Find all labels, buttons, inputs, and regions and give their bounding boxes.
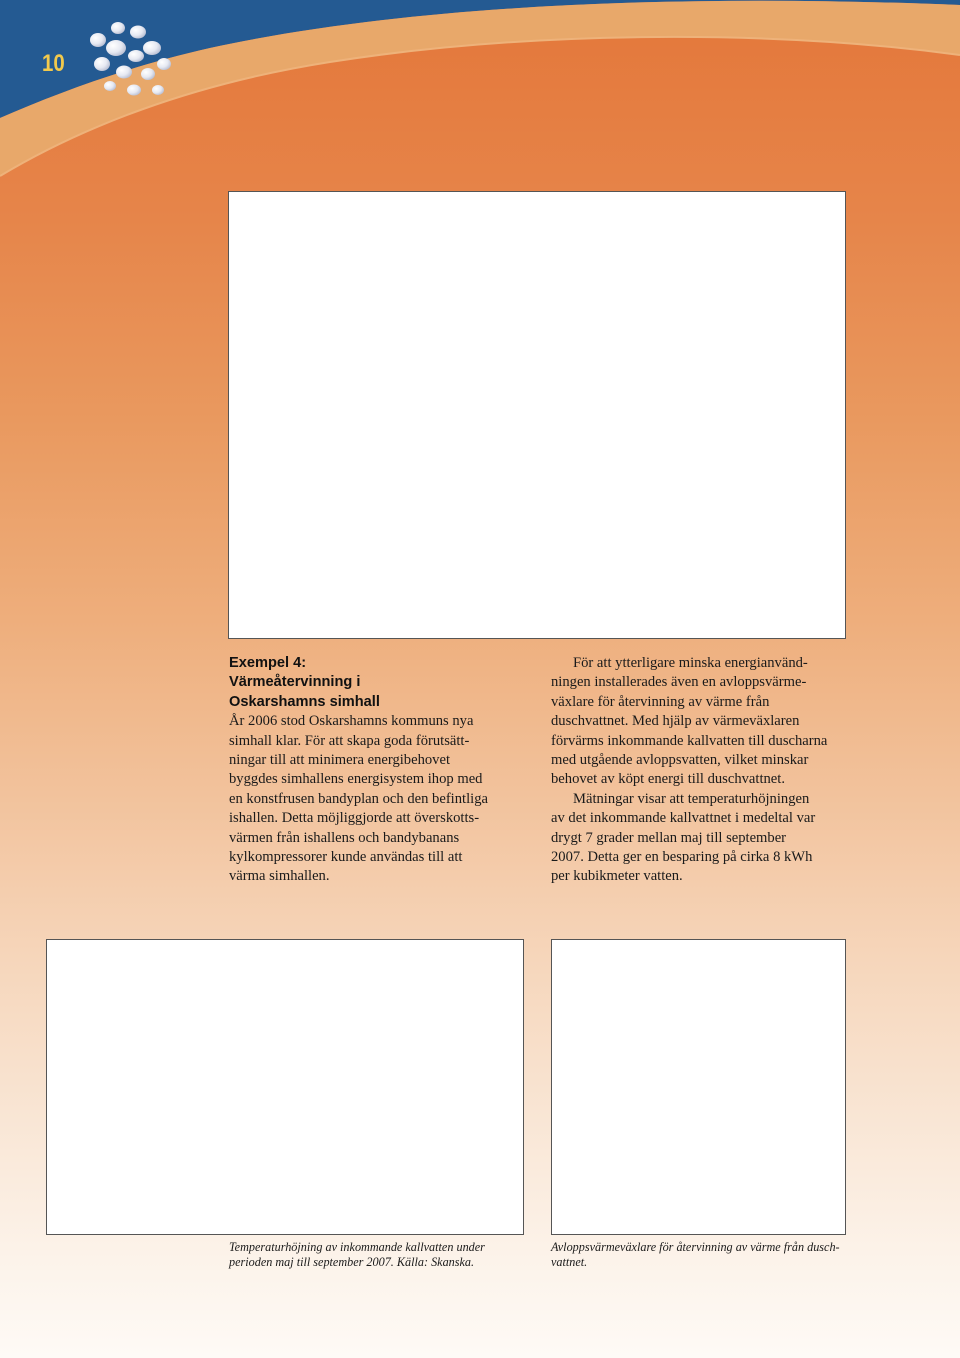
right-column	[551, 654, 851, 887]
text-line: simhall klar. För att skapa goda förutsätt-	[229, 732, 470, 749]
heading-line: Värmeåtervinning i	[229, 674, 361, 691]
text-line: ningar till att minimera energibehovet	[229, 752, 451, 769]
heat-exchanger-photo	[551, 939, 846, 1235]
text-line: växlare för återvinning av värme från	[551, 693, 770, 710]
text-line: År 2006 stod Oskarshamns kommuns nya	[229, 713, 474, 730]
body-paragraph-1	[551, 654, 851, 790]
caption-line: perioden maj till september 2007. Källa: Skanska.	[229, 1255, 475, 1270]
caption-line: Temperaturhöjning av inkommande kallvatten under	[229, 1240, 485, 1254]
text-line: behovet av köpt energi till duschvattnet.	[551, 771, 785, 788]
heading-line: Oskarshamns simhall	[229, 693, 380, 710]
intro-paragraph	[229, 712, 529, 887]
text-line: värmen från ishallens och bandybanans	[229, 829, 460, 846]
text-line: 2007. Detta ger en besparing på cirka 8 kWh	[551, 849, 813, 866]
text-line: en konstfrusen bandyplan och den befintliga	[229, 790, 488, 807]
text-line: ishallen. Detta möjliggjorde att överskotts-	[229, 810, 480, 827]
text-line: förvärms inkommande kallvatten till duscharna	[551, 732, 828, 749]
text-line: Mätningar visar att temperaturhöjningen	[573, 790, 810, 807]
temperature-chart-image	[46, 939, 524, 1235]
text-line: per kubikmeter vatten.	[551, 868, 683, 885]
text-line: kylkompressorer kunde användas till att	[229, 849, 463, 866]
text-line: byggdes simhallens energisystem ihop med	[229, 771, 483, 788]
page-number: 10	[42, 50, 65, 77]
text-line: För att ytterligare minska energianvänd-	[573, 655, 808, 671]
heading-line: Exempel 4:	[229, 655, 307, 671]
article-heading	[229, 654, 529, 712]
chart-caption	[229, 1240, 529, 1271]
left-column	[229, 654, 529, 887]
text-line: med utgående avloppsvatten, vilket minskar	[551, 752, 809, 769]
text-line: duschvattnet. Med hjälp av värmeväxlaren	[551, 713, 800, 730]
swimming-hall-photo	[228, 191, 846, 639]
exchanger-caption	[551, 1240, 851, 1271]
caption-line: Avloppsvärmeväxlare för återvinning av värme från dusch-	[551, 1240, 840, 1254]
body-paragraph-2	[551, 790, 851, 887]
caption-line: vattnet.	[551, 1255, 588, 1270]
logo-dots-icon	[84, 18, 180, 104]
text-line: av det inkommande kallvattnet i medeltal var	[551, 810, 816, 827]
text-line: drygt 7 grader mellan maj till september	[551, 829, 787, 846]
text-line: ningen installerades även en avloppsvärme-	[551, 674, 807, 691]
text-line: värma simhallen.	[229, 868, 330, 885]
